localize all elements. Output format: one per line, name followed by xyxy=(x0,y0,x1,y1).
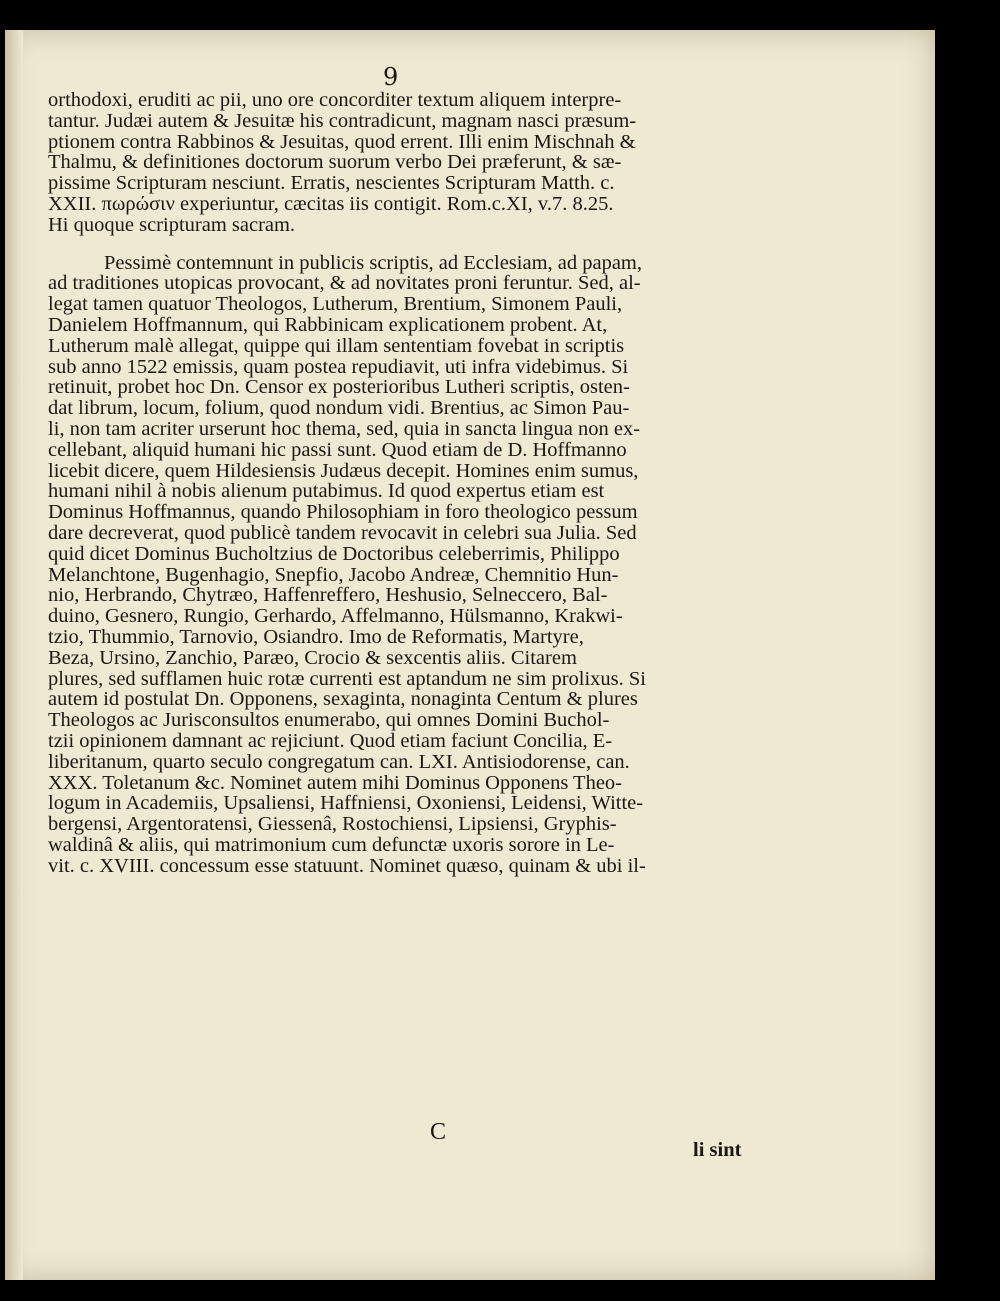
text-line: Pessimè contemnunt in publicis scriptis, ad Ecclesiam, ad papam, xyxy=(104,251,643,274)
catchword: li sint xyxy=(693,1139,742,1161)
text-line: autem id postulat Dn. Opponens, sexaginta, nonaginta Centum & plures xyxy=(48,688,638,711)
text-line: li, non tam acriter urserunt hoc thema, sed, quia in sancta lingua non ex- xyxy=(48,417,641,440)
paragraph-1 xyxy=(48,90,770,236)
text-line: vit. c. XVIII. concessum esse statuunt. Nominet quæso, quinam & ubi il- xyxy=(48,854,646,877)
text-line: cellebant, aliquid humani hic passi sunt. Quod etiam de D. Hoffmanno xyxy=(48,438,627,461)
text-line: Beza, Ursino, Zanchio, Paræo, Crocio & sexcentis aliis. Citarem xyxy=(48,646,577,669)
text-line: Danielem Hoffmannum, qui Rabbinicam explicationem probent. At, xyxy=(48,313,608,336)
text-line: tantur. Judæi autem & Jesuitæ his contradicunt, magnam nasci præsum- xyxy=(48,109,637,132)
page-number: 9 xyxy=(383,63,400,91)
text-line: nio, Herbrando, Chytræo, Haffenreffero, Heshusio, Selneccero, Bal- xyxy=(48,584,608,607)
page-binding-edge xyxy=(5,30,23,1280)
text-line: quid dicet Dominus Bucholtzius de Doctoribus celeberrimis, Philippo xyxy=(48,542,620,565)
text-line: orthodoxi, eruditi ac pii, uno ore concorditer textum aliquem interpre- xyxy=(48,89,622,111)
text-line: ad traditiones utopicas provocant, & ad novitates proni feruntur. Sed, al- xyxy=(48,272,641,295)
text-line: licebit dicere, quem Hildesiensis Judæus decepit. Homines enim sumus, xyxy=(48,459,639,482)
text-line: dat librum, locum, folium, quod nondum vidi. Brentius, ac Simon Pau- xyxy=(48,397,630,420)
text-line: XXII. πωρώσιν experiuntur, cæcitas iis contigit. Rom.c.XI, v.7. 8.25. xyxy=(48,192,614,215)
text-line: dare decreverat, quod publicè tandem revocavit in celebri sua Julia. Sed xyxy=(48,521,637,544)
paragraph-gap xyxy=(48,236,770,253)
text-line: ptionem contra Rabbinos & Jesuitas, quod errent. Illi enim Mischnah & xyxy=(48,130,636,153)
body-text xyxy=(48,90,770,876)
text-line: Lutherum malè allegat, quippe qui illam sententiam fovebat in scriptis xyxy=(48,334,625,357)
text-line: tzii opinionem damnant ac rejiciunt. Quod etiam faciunt Concilia, E- xyxy=(48,729,613,752)
text-line: plures, sed sufflamen huic rotæ currenti est aptandum ne sim prolixus. Si xyxy=(48,667,647,690)
text-line: retinuit, probet hoc Dn. Censor ex posterioribus Lutheri scriptis, osten- xyxy=(48,376,630,399)
text-line: liberitanum, quarto seculo congregatum can. LXI. Antisiodorense, can. xyxy=(48,750,630,773)
text-line: XXX. Toletanum &c. Nominet autem mihi Dominus Opponens Theo- xyxy=(48,771,623,794)
text-line: Thalmu, & definitiones doctorum suorum verbo Dei præferunt, & sæ- xyxy=(48,151,622,174)
text-line: logum in Academiis, Upsaliensi, Haffniensi, Oxoniensi, Leidensi, Witte- xyxy=(48,792,644,815)
signature-mark: C xyxy=(430,1119,447,1145)
text-line: waldinâ & aliis, qui matrimonium cum defunctæ uxoris sorore in Le- xyxy=(48,833,615,856)
text-line: Hi quoque scripturam sacram. xyxy=(48,213,296,236)
text-line: pissime Scripturam nesciunt. Erratis, nescientes Scripturam Matth. c. xyxy=(48,172,615,195)
paragraph-2 xyxy=(48,253,770,877)
text-line: legat tamen quatuor Theologos, Lutherum, Brentium, Simonem Pauli, xyxy=(48,293,623,316)
book-page xyxy=(5,30,935,1280)
text-line: duino, Gesnero, Rungio, Gerhardo, Affelmanno, Hülsmanno, Krakwi- xyxy=(48,605,623,628)
text-line: Theologos ac Jurisconsultos enumerabo, qui omnes Domini Buchol- xyxy=(48,709,610,732)
text-line: humani nihil à nobis alienum putabimus. Id quod expertus etiam est xyxy=(48,480,605,503)
text-line: bergensi, Argentoratensi, Giessenâ, Rostochiensi, Lipsiensi, Gryphis- xyxy=(48,813,617,836)
text-line: sub anno 1522 emissis, quam postea repudiavit, uti infra videbimus. Si xyxy=(48,355,629,378)
text-line: Melanchtone, Bugenhagio, Snepfio, Jacobo Andreæ, Chemnitio Hun- xyxy=(48,563,619,586)
text-line: Dominus Hoffmannus, quando Philosophiam in foro theologico pessum xyxy=(48,501,638,524)
text-line: tzio, Thummio, Tarnovio, Osiandro. Imo de Reformatis, Martyre, xyxy=(48,625,584,648)
